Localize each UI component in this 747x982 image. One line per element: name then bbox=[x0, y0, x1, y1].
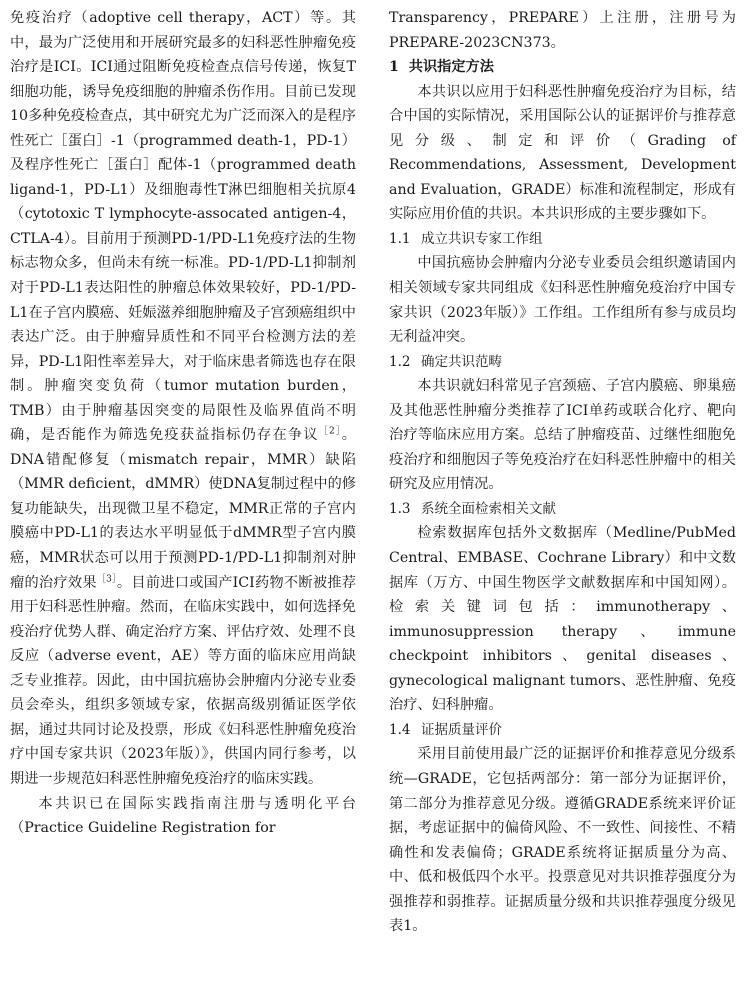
section-1-2-heading: 1.2 确定共识范畴 bbox=[389, 353, 502, 370]
section-1-3-heading: 1.3 系统全面检索相关文献 bbox=[389, 500, 556, 517]
section-1-3-paragraph: 检索数据库包括外文数据库（Medline/PubMed Central、EMBASE、Cochrane Library）和中文数据库（万方、中国生物医学文献数据库和中国知网）。检索关键词包括：immunotherapy、immunosuppression therapy、immune checkpoint inhibitors、genital diseases、gynecological malignant tumors、恶性肿瘤、免疫治疗、妇科肿瘤。 bbox=[389, 525, 736, 714]
citation-3[interactable]: ［3］ bbox=[96, 573, 117, 584]
left-column bbox=[10, 6, 356, 841]
section-1-4-paragraph: 采用目前使用最广泛的证据评价和推荐意见分级系统—GRADE，它包括两部分：第一部分为证据评价，第二部分为推荐意见分级。遵循GRADE系统来评价证据，考虑证据中的偏倚风险、不一致性、间接性、不精确性和发表偏倚；GRADE系统将证据质量分为高、中、低和极低四个水平。投票意见对共识推荐强度分为强推荐和弱推荐。证据质量分级和共识推荐强度分级见表1。 bbox=[389, 746, 736, 935]
citation-2[interactable]: ［2］ bbox=[318, 426, 342, 437]
section-1-4-heading: 1.4 证据质量评价 bbox=[389, 721, 502, 738]
section-1-1-heading: 1.1 成立共识专家工作组 bbox=[389, 230, 543, 247]
section-1-1-paragraph: 中国抗癌协会肿瘤内分泌专业委员会组织邀请国内相关领域专家共同组成《妇科恶性肿瘤免疫治疗中国专家共识（2023年版）》工作组。工作组所有参与成员均无利益冲突。 bbox=[389, 255, 736, 346]
section-1-heading: 1 共识指定方法 bbox=[389, 59, 494, 76]
right-column bbox=[389, 6, 736, 939]
section-1-paragraph: 本共识以应用于妇科恶性肿瘤免疫治疗为目标，结合中国的实际情况，采用国际公认的证据评价与推荐意见分级、制定和评价（Grading of Recommendations, Assessment, Development and Evaluation，GRADE）标准和流程制定，形成有实际应用价值的共识。本共识形成的主要步骤如下。 bbox=[389, 83, 736, 223]
section-1-2-paragraph: 本共识就妇科常见子宫颈癌、子宫内膜癌、卵巢癌及其他恶性肿瘤分类推荐了ICI单药或联合化疗、靶向治疗等临床应用方案。总结了肿瘤疫苗、过继性细胞免疫治疗和细胞因子等免疫治疗在妇科恶性肿瘤中的相关研究及应用情况。 bbox=[389, 378, 736, 493]
intro-paragraph: 免疫治疗（adoptive cell therapy，ACT）等。其中，最为广泛使用和开展研究最多的妇科恶性肿瘤免疫治疗是ICI。ICI通过阻断免疫检查点信号传递，恢复T细胞功能，诱导免疫细胞的肿瘤杀伤作用。目前已发现10多种免疫检查点，其中研究尤为广泛而深入的是程序性死亡［蛋白］-1（programmed death-1，PD-1）及程序性死亡［蛋白］配体-1（programmed death ligand-1，PD-L1）及细胞毒性T淋巴细胞相关抗原4（cytotoxic T lymphocyte-assocated antigen-4，CTLA-4）。目前用于预测PD-1/PD-L1免疫疗法的生物标志物众多，但尚未有统一标准。PD-1/PD-L1抑制剂对于PD-L1表达阳性的肿瘤总体效果较好，PD-1/PD-L1在子宫内膜癌、妊娠滋养细胞肿瘤及子宫颈癌组织中表达广泛。由于肿瘤异质性和不同平台检测方法的差异，PD-L1阳性率差异大，对于临床患者筛选也存在限制。肿瘤突变负荷（tumor mutation burden，TMB）由于肿瘤基因突变的局限性及临界值尚不明确，是否能作为筛选免疫获益指标仍存在争议$^{[2]}$。DNA错配修复（mismatch repair，MMR）缺陷（MMR deficient，dMMR）使DNA复制过程中的修复功能缺失，出现微卫星不稳定，MMR正常的子宫内膜癌中PD-L1的表达水平明显低于dMMR型子宫内膜癌，MMR状态可以用于预测PD-1/PD-L1抑制剂对肿瘤的治疗效果$^{[3]}$。目前进口或国产ICI药物不断被推荐用于妇科恶性肿瘤。然而，在临床实践中，如何选择免疫治疗优势人群、确定治疗方案、评估疗效、处理不良反应（adverse event，AE）等方面的临床应用尚缺乏专业推荐。因此，由中国抗癌协会肿瘤内分泌专业委员会牵头，组织多领域专家，依据高级别循证医学依据，通过共同讨论及投票，形成《妇科恶性肿瘤免疫治疗中国专家共识（2023年版）》，供国内同行参考，以期进一步规范妇科恶性肿瘤免疫治疗的临床实践。 bbox=[10, 10, 356, 787]
registration-continued: Transparency，PREPARE）上注册，注册号为PREPARE-2023CN373。 bbox=[389, 10, 736, 51]
registration-paragraph: 本共识已在国际实践指南注册与透明化平台（Practice Guideline Registration for bbox=[10, 795, 356, 837]
